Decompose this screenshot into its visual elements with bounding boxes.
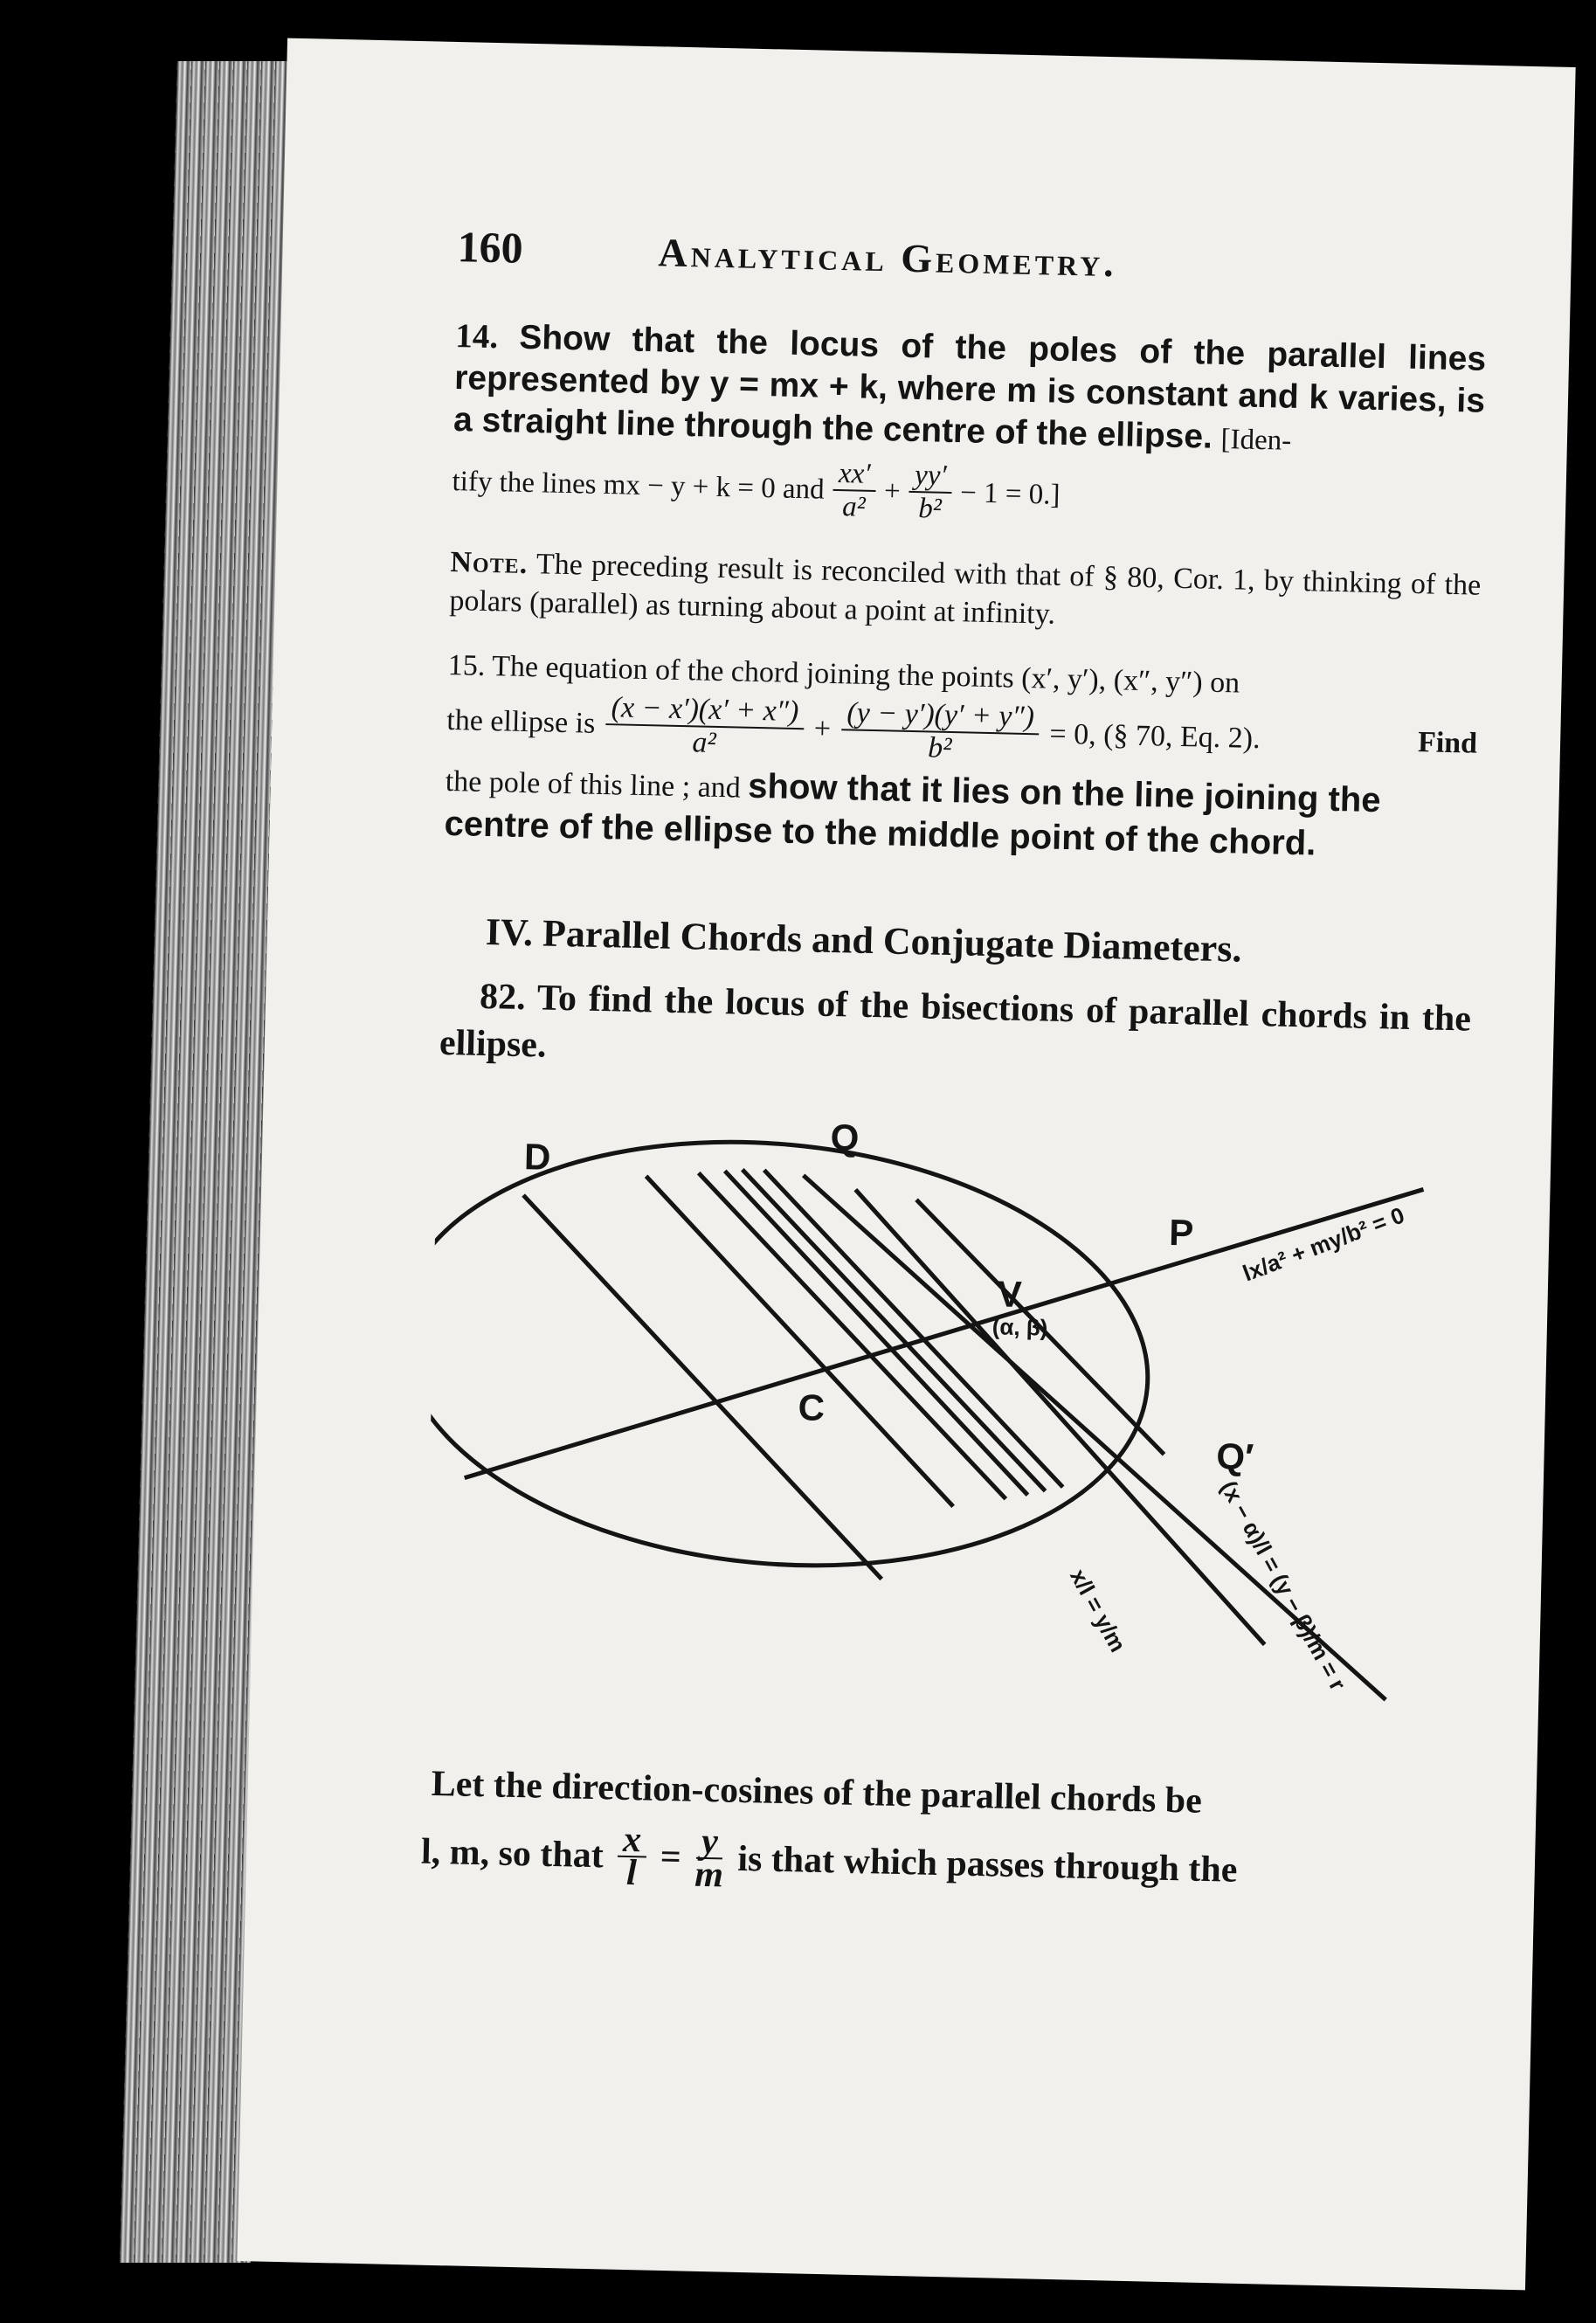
exercise-14-text: Show that the locus of the poles of the parallel lines represented by y = mx + k, where m is constant and k varies, is a straight line through the centre of the ellipse. [453, 318, 1487, 456]
frac-y-numerator: y [696, 1826, 724, 1860]
line-fraction-y [694, 1821, 724, 1896]
body-line-1: Let the direction-cosines of the parallel chords be [431, 1763, 1203, 1822]
running-header [457, 221, 1489, 315]
ellipse-curve [424, 1110, 1166, 1597]
line-fraction-x [617, 1819, 647, 1894]
proposition-82: 82. To find the locus of the bisections of parallel chords in the ellipse. [439, 976, 1472, 1066]
book-page [237, 38, 1575, 2291]
chord-frac2-denominator: b² [927, 731, 952, 765]
hint-frac2-denominator: b² [917, 493, 943, 525]
label-Q: Q [830, 1117, 860, 1158]
parallel-chord-through-c [515, 1195, 890, 1579]
hint-frac1-numerator: xx′ [833, 458, 876, 492]
hint-frac2-numerator: yy′ [909, 460, 952, 494]
label-P: P [1168, 1211, 1194, 1254]
frac-x-numerator: x [618, 1824, 647, 1858]
hint-frac1-denominator: a² [841, 491, 867, 523]
ellipse-diagram [424, 1084, 1468, 1754]
note-text: The preceding result is reconciled with that of § 80, Cor. 1, by thinking of the polars (parallel) as turning about a point at infinity. [449, 548, 1482, 631]
exercise-14 [453, 315, 1487, 466]
label-C: C [798, 1386, 826, 1428]
note-paragraph [449, 543, 1482, 644]
exercise-15-plain: the pole of this line ; and [445, 764, 742, 805]
label-D: D [523, 1136, 551, 1178]
hint-fraction-1 [833, 458, 876, 523]
equation-suffix: = 0, (§ 70, Eq. 2). [1049, 717, 1261, 756]
frac-y-denominator: m [694, 1854, 724, 1896]
label-V-coordinates: (α, β) [991, 1313, 1048, 1341]
chord-plus: + [813, 712, 832, 745]
exercise-15-conclusion [444, 758, 1476, 871]
exercise-14-hint [452, 449, 1483, 537]
equation-prefix: the ellipse is [446, 703, 596, 740]
body-line-2-prefix: l, m, so that [420, 1831, 605, 1877]
exercise-14-bracket: [Iden- [1220, 423, 1292, 457]
page-content [420, 221, 1489, 1907]
diameter-line [465, 1168, 1424, 1500]
hint-prefix: tify the lines mx − y + k = 0 and [452, 465, 826, 506]
line-through-origin [846, 1190, 1275, 1645]
note-label: Note. [450, 545, 529, 580]
chord-fraction-2 [840, 697, 1040, 766]
exercise-15-number: 15. [447, 648, 486, 682]
chord-frac2-numerator: (y − y′)(y′ + y″) [841, 697, 1040, 735]
exercise-14-number: 14. [454, 317, 499, 356]
chord-equation: (x − α)/l = (y − β)/m = r [1215, 1476, 1351, 1695]
parallel-equation: x/l = y/m [1065, 1564, 1132, 1656]
hint-suffix: − 1 = 0.] [959, 476, 1061, 511]
running-title: Analytical Geometry. [658, 230, 1118, 286]
exercise-15-bold: show that it lies on the line joining the centre of the ellipse to the middle point of the chord. [444, 766, 1382, 863]
chord-frac1-denominator: a² [692, 726, 717, 759]
label-V: V [997, 1273, 1023, 1316]
hint-fraction-2 [909, 460, 952, 525]
page-number: 160 [457, 222, 524, 273]
body-line-2-suffix: is that which passes through the [736, 1838, 1238, 1891]
hint-plus: + [883, 474, 902, 508]
equation-find: Find [1417, 726, 1478, 760]
body-line-2 [420, 1820, 1452, 1908]
chord-fraction-1 [605, 692, 804, 761]
chord-frac1-numerator: (x − x′)(x′ + x″) [605, 692, 804, 729]
exercise-15-intro-text: The equation of the chord joining the points (x′, y′), (x″, y″) on [491, 650, 1240, 700]
body-equals: = [660, 1836, 682, 1878]
label-Q-prime: Q′ [1215, 1435, 1254, 1478]
section-heading: IV. Parallel Chords and Conjugate Diameters. [485, 910, 1242, 971]
diameter-equation: lx/a² + my/b² = 0 [1239, 1201, 1408, 1287]
frac-x-denominator: l [625, 1852, 638, 1894]
ellipse-figure [424, 1084, 1468, 1754]
